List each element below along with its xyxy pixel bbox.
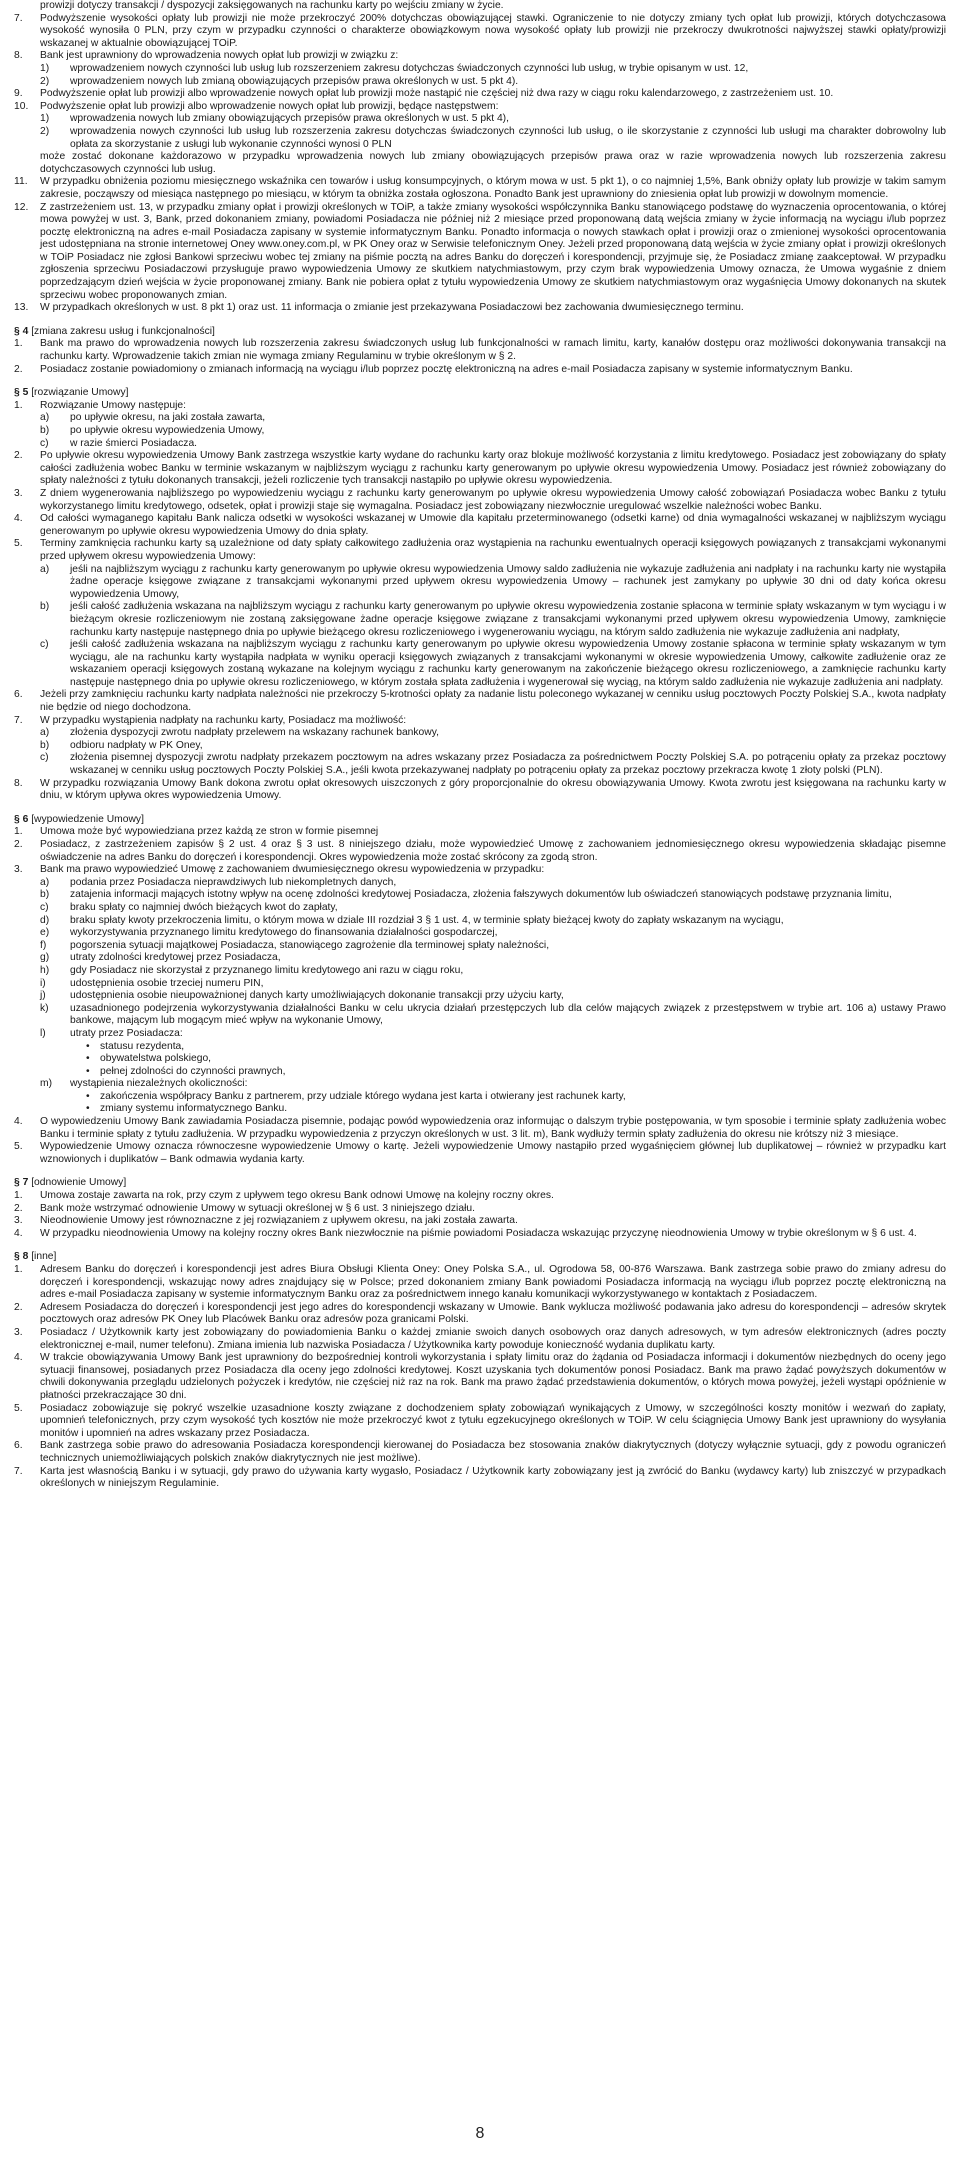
paragraph-text: Jeżeli przy zamknięciu rachunku karty nadpłata należności nie przekroczy 5-krotności opłaty za nadanie listu poleconego wykazanej w cenniku usług pocztowych Poczty Polskiej S.A., kwota nadpłaty nie będzie od niego dochodzona. bbox=[40, 689, 946, 714]
list-item-text: wystąpienia niezależnych okoliczności: bbox=[70, 1078, 248, 1090]
paragraph-number: 5. bbox=[14, 1402, 23, 1414]
numbered-paragraph bbox=[14, 1327, 946, 1352]
list-item bbox=[14, 1078, 946, 1091]
numbered-paragraph bbox=[14, 88, 946, 101]
bullet-item: • obywatelstwa polskiego, bbox=[14, 1053, 946, 1066]
list-item-text: po upływie okresu, na jaki została zawarta, bbox=[70, 412, 266, 424]
list-item-marker: c) bbox=[40, 752, 49, 764]
list-item-text: udostępnienia osobie nieupoważnionej danych karty umożliwiających dokonanie transakcji przy użyciu karty, bbox=[70, 990, 564, 1002]
paragraph-number: 5. bbox=[14, 1141, 23, 1153]
list-item-text: wprowadzenia nowych lub zmiany obowiązujących przepisów prawa określonych w ust. 5 pkt 4), bbox=[70, 113, 509, 125]
list-item bbox=[14, 978, 946, 991]
paragraph-continuation: może zostać dokonane każdorazowo w przypadku wprowadzenia nowych lub zmiany obowiązujących przepisów prawa oraz w razie wprowadzenia nowych lub rozszerzenia zakresu dotychczasowych czynności lub usług. bbox=[40, 151, 946, 175]
paragraph-text: W przypadku nieodnowienia Umowy na kolejny roczny okres Bank niezwłocznie na piśmie powiadomi Posiadacza wskazując przyczynę nieodnowienia Umowy w trybie określonym w § 6 ust. 4. bbox=[40, 1227, 917, 1239]
list-item-marker: d) bbox=[40, 914, 50, 926]
bullet-item: • zakończenia współpracy Banku z partnerem, przy udziale którego wydana jest karta i otwierany jest rachunek karty, bbox=[14, 1091, 946, 1104]
list-item-marker: l) bbox=[40, 1027, 46, 1039]
document-page bbox=[14, 0, 946, 2110]
paragraph-text: Bank ma prawo do wprowadzenia nowych lub rozszerzenia zakresu świadczonych usług lub funkcjonalności w ramach limitu, karty, kanałów dostępu oraz możliwości dokonywania transakcji na rachunku karty. Wprowadzenie takich zmian nie wymaga zmiany Regulaminu w trybie określonym w § 2. bbox=[40, 338, 946, 363]
paragraph-text: Posiadacz / Użytkownik karty jest zobowiązany do powiadomienia Banku o każdej zmianie swoich danych osobowych oraz danych adresowych, w tym adresów elektronicznych (adres poczty elektronicznej e-mail, numer telefonu). Zmiana imienia lub nazwiska Posiadacza / Użytkownika karty powoduje konieczność wydania duplikatu karty. bbox=[40, 1326, 946, 1351]
list-item-text: złożenia dyspozycji zwrotu nadpłaty przelewem na wskazany rachunek bankowy, bbox=[70, 727, 439, 739]
list-item bbox=[14, 564, 946, 602]
list-item-marker: e) bbox=[40, 927, 50, 939]
paragraph-number: 8. bbox=[14, 777, 23, 789]
paragraph-text: Bank ma prawo wypowiedzieć Umowę z zachowaniem dwumiesięcznego okresu wypowiedzenia w przypadku: bbox=[40, 864, 545, 876]
list-item-marker: b) bbox=[40, 889, 50, 901]
numbered-paragraph bbox=[14, 715, 946, 728]
paragraph-text: Bank jest uprawniony do wprowadzenia nowych opłat lub prowizji w związku z: bbox=[40, 50, 399, 62]
paragraph-continuation: prowizji dotyczy transakcji / dyspozycji zaksięgowanych na rachunku karty po wejściu zmiany w życie. bbox=[40, 0, 504, 11]
paragraph-number: 1. bbox=[14, 1190, 23, 1202]
paragraph-number: 2. bbox=[14, 1202, 23, 1214]
numbered-paragraph bbox=[14, 50, 946, 63]
list-item-text: pogorszenia sytuacji majątkowej Posiadacza, stanowiącego zagrożenie dla terminowej spłaty należności, bbox=[70, 939, 550, 951]
paragraph-text: Podwyższenie opłat lub prowizji albo wprowadzenie nowych opłat lub prowizji, będące następstwem: bbox=[40, 100, 499, 112]
list-item bbox=[14, 639, 946, 689]
numbered-paragraph bbox=[14, 450, 946, 488]
list-item-marker: a) bbox=[40, 412, 50, 424]
section-heading bbox=[14, 1251, 946, 1264]
paragraph-number: 3. bbox=[14, 1215, 23, 1227]
list-item-marker: 1) bbox=[40, 113, 50, 125]
numbered-paragraph bbox=[14, 1203, 946, 1216]
section-heading bbox=[14, 814, 946, 827]
paragraph-text: Nieodnowienie Umowy jest równoznaczne z jej rozwiązaniem z upływem okresu, na jaki została zawarta. bbox=[40, 1215, 518, 1227]
list-item-text: utraty zdolności kredytowej przez Posiadacza, bbox=[70, 952, 281, 964]
list-item-marker: b) bbox=[40, 739, 50, 751]
paragraph-text: Z zastrzeżeniem ust. 13, w przypadku zmiany opłat i prowizji określonych w TOiP, a także zmiany wysokości współczynnika Banku stanowiącego podstawę do wyznaczenia oprocentowania, o której mowa powyżej w ust. 3, Bank, przed dokonaniem zmiany, powiadomi Posiadacza nie później niż 2 miesiące przed proponowaną datą wejścia zmiany w życie informacją na wyciągu i/lub poprzez pocztę elektroniczną na adres e-mail Posiadacza zapisany w systemie informatycznym Banku. Ponadto informacja o nowych stawkach opłat i prowizji oraz o zmienionej wysokości oprocentowania jest udostępniana na stronie internetowej Oney www.oney.com.pl, w PK Oney oraz w Serwisie telefonicznym Oney. Jeżeli przed proponowaną datą wejścia w życie zmiany opłat i prowizji określonych w TOiP Posiadacz nie zgłosi Bankowi sprzeciwu wobec tej zmiany na piśmie pocztą na adres Banku do doręczeń i korespondencji, przyjmuje się, że Posiadacz zmianę zaakceptował. W przypadku zgłoszenia sprzeciwu Posiadaczowi przysługuje prawo wypowiedzenia Umowy ze skutkiem natychmiastowym, przy czym brak wypowiedzenia Umowy oznacza, że Umowa wygaśnie z dniem poprzedzającym dzień wejścia w życie proponowanej zmiany. Bank nie pobiera opłat z tytułu wypowiedzenia Umowy ze skutkiem natychmiastowym oraz wygaśnięcia Umowy dokonanych na skutek sprzeciwu wobec proponowanych zmian. bbox=[40, 201, 946, 301]
numbered-paragraph bbox=[14, 364, 946, 377]
numbered-paragraph bbox=[14, 1466, 946, 1491]
list-item bbox=[14, 752, 946, 777]
paragraph-text: Podwyższenie opłat lub prowizji albo wprowadzenie nowych opłat lub prowizji może nastąpić nie częściej niż dwa razy w ciągu roku kalendarzowego, z zastrzeżeniem ust. 10. bbox=[40, 88, 834, 100]
list-item-marker: a) bbox=[40, 876, 50, 888]
paragraph-text: Adresem Banku do doręczeń i korespondencji jest adres Biura Obsługi Klienta Oney: Oney Polska S.A., ul. Ogrodowa 58, 00-876 Warszawa. Bank zastrzega sobie prawo do zmiany adresu do doręczeń i korespondencji, wskazując nowy adres znajdujący się w Polsce; przed dokonaniem zmiany Bank powiadomi Posiadacza informacją na wyciągu i/lub poprzez pocztę elektroniczną na adres e-mail Posiadacza zapisany w systemie informatycznym Banku oraz za pośrednictwem innego kanału komunikacji wykorzystywanego w kontaktach z Posiadaczem. bbox=[40, 1264, 946, 1301]
list-item bbox=[14, 877, 946, 890]
section-title: [inne] bbox=[28, 1251, 57, 1263]
list-item-text: wykorzystywania przyznanego limitu kredytowego do finansowania działalności gospodarczej, bbox=[70, 927, 498, 939]
paragraph-text: W przypadku obniżenia poziomu miesięcznego wskaźnika cen towarów i usług konsumpcyjnych, o którym mowa w ust. 5 pkt 1), o co najmniej 1,5%, Bank obniży opłaty lub prowizje w takim samym zakresie, począwszy od miesiąca następnego po miesiącu, w którym ta obniżka została ogłoszona. Ponadto Bank jest uprawniony do zniesienia opłat lub prowizji w dowolnym momencie. bbox=[40, 176, 946, 200]
paragraph-text: Rozwiązanie Umowy następuje: bbox=[40, 399, 186, 411]
paragraph-number: 10. bbox=[14, 100, 29, 112]
list-item-marker: c) bbox=[40, 437, 49, 449]
paragraph-number: 2. bbox=[14, 839, 23, 850]
numbered-paragraph bbox=[14, 778, 946, 803]
list-item bbox=[14, 63, 946, 76]
paragraph-text: Z dniem wygenerowania najbliższego po wypowiedzeniu wyciągu z rachunku karty generowanym po upływie okresu wypowiedzenia Umowy całość zobowiązań Posiadacza wobec Banku z tytułu wykorzystanego limitu kredytowego, odsetek, opłat i prowizji staje się wymagalna. Posiadacz jest zobowiązany niezwłocznie uregulować wszelkie należności wobec Banku. bbox=[40, 487, 946, 512]
section-title: [odnowienie Umowy] bbox=[28, 1177, 127, 1189]
list-item-text: wprowadzeniem nowych czynności lub usług lub rozszerzeniem zakresu dotychczas świadczonych czynności lub usług, w trybie opisanym w ust. 12, bbox=[70, 62, 749, 74]
list-item-text: utraty przez Posiadacza: bbox=[70, 1027, 183, 1039]
paragraph-number: 4. bbox=[14, 1116, 23, 1128]
section-heading bbox=[14, 387, 946, 400]
paragraph-number: 9. bbox=[14, 88, 23, 100]
numbered-paragraph bbox=[14, 1190, 946, 1203]
list-item bbox=[14, 889, 946, 902]
numbered-paragraph bbox=[14, 400, 946, 413]
numbered-paragraph bbox=[14, 1264, 946, 1302]
paragraph-number: 1. bbox=[14, 338, 23, 350]
section-number: § 5 bbox=[14, 387, 29, 399]
list-item bbox=[14, 425, 946, 438]
numbered-paragraph bbox=[14, 202, 946, 303]
numbered-paragraph bbox=[14, 1302, 946, 1327]
list-item-marker: b) bbox=[40, 425, 50, 436]
numbered-paragraph bbox=[14, 1440, 946, 1465]
paragraph-text: Terminy zamknięcia rachunku karty są uzależnione od daty spłaty całkowitego zadłużenia oraz wystąpienia na rachunku ewentualnych operacji księgowych powiązanych z transakcjami wykonanymi przed upływem okresu wypowiedzenia Umowy: bbox=[40, 538, 946, 562]
list-item bbox=[14, 990, 946, 1003]
list-item-marker: 1) bbox=[40, 62, 50, 74]
numbered-paragraph bbox=[14, 826, 946, 839]
section-number: § 7 bbox=[14, 1177, 29, 1189]
numbered-paragraph bbox=[14, 13, 946, 51]
list-item-text: zatajenia informacji mających istotny wpływ na ocenę zdolności kredytowej Posiadacza, złożenia fałszywych dokumentów lub oświadczeń stanowiących podstawę przyznania limitu, bbox=[70, 889, 892, 901]
paragraph-number: 7. bbox=[14, 1465, 23, 1477]
paragraph-text: W trakcie obowiązywania Umowy Bank jest uprawniony do bezpośredniej kontroli wykorzystania i spłaty limitu oraz do żądania od Posiadacza informacji i dokumentów niezbędnych do oceny jego sytuacji finansowej, posiadanych przez Posiadacza dla oceny jego zdolności kredytowej. Koszt uzyskania tych dokumentów ponosi Posiadacz. Bank ma prawo żądać powyższych dokumentów w chwili dokonywania przeglądu udzielonych pożyczek i kredytów, nie częściej niż raz na rok. Bank ma prawo żądać przedstawienia dokumentów, o których mowa powyżej, jeżeli wystąpi opóźnienie w płatności przekraczające 30 dni. bbox=[40, 1352, 946, 1401]
paragraph-text: Po upływie okresu wypowiedzenia Umowy Bank zastrzega wszystkie karty wydane do rachunku karty oraz blokuje możliwość korzystania z limitu kredytowego. Posiadacz jest zobowiązany do spłaty całości zadłużenia wobec Banku w terminie wskazanym w najbliższym wyciągu z rachunku karty generowanym po upływie okresu wypowiedzenia Umowy. Posiadacz jest również zobowiązany do spłaty należności z tytułu dokonanych transakcji, jeżeli rozliczenie tych transakcji nastąpiło po upływie okresu wypowiedzenia. bbox=[40, 450, 946, 487]
section-number: § 8 bbox=[14, 1251, 29, 1263]
list-item-marker: a) bbox=[40, 563, 50, 575]
numbered-paragraph bbox=[14, 1141, 946, 1166]
list-item-marker: g) bbox=[40, 952, 50, 964]
list-item bbox=[14, 113, 946, 126]
list-item bbox=[14, 412, 946, 425]
section-title: [zmiana zakresu usług i funkcjonalności] bbox=[28, 325, 215, 337]
list-item-text: braku spłaty kwoty przekroczenia limitu, o którym mowa w dziale III rozdział 3 § 1 ust. 4, w terminie spłaty bieżącej kwoty do zapłaty wskazanym na wyciągu, bbox=[70, 914, 784, 926]
list-item-text: braku spłaty co najmniej dwóch bieżących kwot do zapłaty, bbox=[70, 901, 338, 913]
paragraph-text: Bank zastrzega sobie prawo do adresowania Posiadacza korespondencji kierowanej do Posiadacza bez stosowania znaków diakrytycznych (dotyczy wyłącznie sytuacji, gdy z powodu ograniczeń technicznych uniemożliwiających polskich znaków diakrytycznych nie jest możliwe). bbox=[40, 1440, 946, 1464]
paragraph-number: 7. bbox=[14, 12, 23, 24]
numbered-paragraph bbox=[14, 864, 946, 877]
paragraph-number: 12. bbox=[14, 201, 29, 213]
paragraph-number: 5. bbox=[14, 538, 23, 550]
bullet-item: • pełnej zdolności do czynności prawnych, bbox=[14, 1066, 946, 1079]
numbered-paragraph bbox=[14, 1116, 946, 1141]
numbered-paragraph bbox=[14, 1215, 946, 1228]
paragraph-number: 4. bbox=[14, 1227, 23, 1239]
list-item-text: podania przez Posiadacza nieprawdziwych lub niekompletnych danych, bbox=[70, 876, 397, 888]
section-heading bbox=[14, 1177, 946, 1190]
numbered-paragraph bbox=[14, 689, 946, 714]
list-item-text: jeśli całość zadłużenia wskazana na najbliższym wyciągu z rachunku karty generowanym po upływie okresu wypowiedzenia zostanie spłacona w terminie spłaty wskazanym w tym wyciągu i w bieżącym okresie rozliczeniowym nie zostaną zaksięgowane żadne operacje księgowe związane z transakcjami wykonanymi przed upływem okresu wypowiedzenia Umowy, zamknięcie rachunku karty następuje następnego dnia po upływie bieżącego okresu rozliczeniowego i wygenerowaniu wyciągu, na którym saldo zadłużenia nie wykazuje zadłużenia ani nadpłaty, bbox=[70, 601, 946, 638]
paragraph-text: Od całości wymaganego kapitału Bank nalicza odsetki w wysokości wskazanej w Umowie dla kapitału przeterminowanego (odsetki karne) od dnia wymagalności wskazanej w najbliższym wyciągu generowanym po upływie okresu wypowiedzenia Umowy do dnia spłaty. bbox=[40, 513, 946, 537]
list-item-text: złożenia pisemnej dyspozycji zwrotu nadpłaty przekazem pocztowym na adres wskazany przez Posiadacza za pośrednictwem Poczty Polskiej S.A. po potrąceniu opłaty za przekaz pocztowy wskazanej w cenniku usług pocztowych Poczty Polskiej S.A., jeśli kwota przekazywanej nadpłaty po potrąceniu opłaty za przekaz pocztowy przekracza kwotę 1 złoty polski (PLN). bbox=[70, 752, 946, 777]
list-item-text: jeśli całość zadłużenia wskazana na najbliższym wyciągu z rachunku karty generowanym po upływie okresu wypowiedzenia Umowy zostanie spłacona w terminie spłaty wskazanym w tym wyciągu, ale na rachunku karty wystąpiła nadpłata w wyniku operacji księgowych związanych z transakcjami wykonanymi w okresie wypowiedzenia Umowy, całkowite zadłużenie oraz ze wskazaniem operacji księgowych zostaną wykazane na kolejnym wyciągu z rachunku karty generowanym na zakończenie bieżącego okresu rozliczeniowego, a zamknięcie rachunku karty następuje następnego dnia po upływie okresu rozliczeniowego, w którym została spłata zadłużenia i wygenerował się wyciąg, na którym saldo zadłużenia nie wykazuje zadłużenia ani nadpłaty. bbox=[70, 639, 946, 688]
paragraph-text: Wypowiedzenie Umowy oznacza równoczesne wypowiedzenie Umowy o kartę. Jeżeli wypowiedzenie Umowy nastąpiło przed wygaśnięciem głównej lub duplikatowej – również w przypadku kart wznowionych i duplikatów – Bank odmawia wydania karty. bbox=[40, 1141, 946, 1165]
section-number: § 6 bbox=[14, 813, 29, 825]
paragraph-text: Posiadacz, z zastrzeżeniem zapisów § 2 ust. 4 oraz § 3 ust. 8 niniejszego działu, może wypowiedzieć Umowę z zachowaniem jednomiesięcznego okresu wypowiedzenia składając pisemne oświadczenie na adres Banku do doręczeń i korespondencji. Okres wypowiedzenia może zostać skrócony za zgodą stron. bbox=[40, 839, 946, 863]
paragraph-text: Bank może wstrzymać odnowienie Umowy w sytuacji określonej w § 6 ust. 3 niniejszego działu. bbox=[40, 1202, 475, 1214]
list-item-text: wprowadzeniem nowych lub zmianą obowiązujących przepisów prawa określonych w ust. 5 pkt 4). bbox=[70, 75, 519, 87]
paragraph-text: Umowa może być wypowiedziana przez każdą ze stron w formie pisemnej bbox=[40, 826, 379, 838]
paragraph-number: 13. bbox=[14, 302, 29, 314]
list-item bbox=[14, 601, 946, 639]
list-item-marker: c) bbox=[40, 901, 49, 913]
list-item-marker: b) bbox=[40, 601, 50, 613]
list-item-text: jeśli na najbliższym wyciągu z rachunku karty generowanym po upływie okresu wypowiedzenia Umowy saldo zadłużenia nie wykazuje zadłużenia ani nadpłaty i na rachunku karty nie wystąpiła żadne operacje księgowe związane z transakcjami wykonanymi przed upływem okresu wypowiedzenia Umowy – rachunek jest zamykany po upływie 30 dni od daty końca okresu wypowiedzenia Umowy, bbox=[70, 563, 946, 600]
paragraph-number: 2. bbox=[14, 363, 23, 375]
list-item bbox=[14, 1003, 946, 1028]
list-item bbox=[14, 940, 946, 953]
paragraph-number: 6. bbox=[14, 1440, 23, 1452]
list-item-marker: a) bbox=[40, 727, 50, 739]
paragraph-number: 3. bbox=[14, 487, 23, 499]
paragraph-number: 7. bbox=[14, 714, 23, 726]
paragraph-number: 11. bbox=[14, 176, 28, 188]
numbered-paragraph bbox=[14, 839, 946, 864]
paragraph-text: Umowa zostaje zawarta na rok, przy czym z upływem tego okresu Bank odnowi Umowę na kolejny roczny okres. bbox=[40, 1190, 554, 1202]
bullet-item: • zmiany systemu informatycznego Banku. bbox=[14, 1103, 946, 1116]
list-item bbox=[14, 965, 946, 978]
paragraph-number: 4. bbox=[14, 513, 23, 525]
paragraph-text: W przypadku rozwiązania Umowy Bank dokona zwrotu opłat okresowych uiszczonych z góry proporcjonalnie do okresu obowiązywania Umowy. Kwota zwrotu jest księgowana na rachunku karty w dniu, w którym upływa okres wypowiedzenia Umowy. bbox=[40, 777, 946, 802]
section-heading bbox=[14, 326, 946, 339]
paragraph-number: 1. bbox=[14, 1264, 23, 1275]
list-item bbox=[14, 76, 946, 89]
list-item-marker: j) bbox=[40, 990, 46, 1002]
paragraph-number: 3. bbox=[14, 864, 23, 876]
paragraph-text: O wypowiedzeniu Umowy Bank zawiadamia Posiadacza pisemnie, podając powód wypowiedzenia oraz informując o dalszym trybie postępowania, w tym sposobie i terminie spłaty zadłużenia wobec Banku i terminie spłaty z tytułu zadłużenia. W przypadku wypowiedzenia z przyczyn określonych w ust. 3 lit. m), Bank wydłuży termin spłaty zadłużenia do okresu nie krótszy niż 3 miesiące. bbox=[40, 1116, 946, 1140]
numbered-paragraph bbox=[14, 538, 946, 563]
paragraph-number: 1. bbox=[14, 826, 23, 838]
list-item-text: w razie śmierci Posiadacza. bbox=[70, 437, 198, 449]
list-item-marker: h) bbox=[40, 964, 50, 976]
list-item-text: gdy Posiadacz nie skorzystał z przyznanego limitu kredytowego ani razu w ciągu roku, bbox=[70, 964, 464, 976]
list-item bbox=[14, 126, 946, 151]
list-item-marker: 2) bbox=[40, 75, 50, 87]
paragraph-number: 1. bbox=[14, 399, 23, 411]
list-item bbox=[14, 927, 946, 940]
list-item-marker: f) bbox=[40, 939, 47, 951]
list-item-marker: k) bbox=[40, 1002, 49, 1014]
numbered-paragraph bbox=[14, 1228, 946, 1241]
list-item bbox=[14, 438, 946, 451]
list-item-marker: c) bbox=[40, 639, 49, 651]
paragraph-number: 3. bbox=[14, 1326, 23, 1338]
list-item bbox=[14, 915, 946, 928]
numbered-paragraph bbox=[14, 1352, 946, 1402]
paragraph-text: Karta jest własnością Banku i w sytuacji, gdy prawo do używania karty wygasło, Posiadacz / Użytkownik karty zobowiązany jest ją zwrócić do Banku (wydawcy karty) lub zniszczyć w przypadkach określonych w niniejszym Regulaminie. bbox=[40, 1465, 946, 1490]
bullet-item: • statusu rezydenta, bbox=[14, 1041, 946, 1054]
numbered-paragraph bbox=[14, 488, 946, 513]
list-item-marker: i) bbox=[40, 977, 46, 989]
section-number: § 4 bbox=[14, 325, 29, 337]
numbered-paragraph bbox=[14, 513, 946, 538]
list-item bbox=[14, 1028, 946, 1041]
list-item-text: odbioru nadpłaty w PK Oney, bbox=[70, 739, 203, 751]
page-number: 8 bbox=[475, 2125, 485, 2142]
paragraph-text: W przypadku wystąpienia nadpłaty na rachunku karty, Posiadacz ma możliwość: bbox=[40, 714, 407, 726]
paragraph-number: 4. bbox=[14, 1352, 23, 1364]
list-item bbox=[14, 952, 946, 965]
paragraph-text: Podwyższenie wysokości opłaty lub prowizji nie może przekroczyć 200% dotychczas obowiązującej stawki. Ograniczenie to nie dotyczy zmiany tych opłat lub prowizji, których dotychczasowa wysokość wynosiła 0 PLN, przy czym w przypadku czynności o charakterze obowiązkowym nowa wysokość opłaty lub prowizji nie przekroczy dwukrotności najwyższej stawki opłaty/prowizji wskazanej w aktualnie obowiązującej TOiP. bbox=[40, 12, 946, 49]
list-item-text: uzasadnionego podejrzenia wykorzystywania działalności Banku w celu ukrycia działań przestępczych lub dla celów mających związek z przestępstwem w trybie art. 106 a) ustawy Prawo bankowe, mającym lub mogącym mieć wpływ na wykonanie Umowy, bbox=[70, 1002, 946, 1027]
list-item-marker: m) bbox=[40, 1078, 53, 1090]
list-item-text: udostępnienia osobie trzeciej numeru PIN, bbox=[70, 977, 264, 989]
numbered-paragraph bbox=[14, 338, 946, 363]
list-item-text: po upływie okresu wypowiedzenia Umowy, bbox=[70, 425, 265, 436]
paragraph-text: Posiadacz zostanie powiadomiony o zmianach informacją na wyciągu i/lub poprzez pocztę elektroniczną na adres e-mail Posiadacza zapisany w systemie informatycznym Banku. bbox=[40, 363, 853, 375]
paragraph-text: Posiadacz zobowiązuje się pokryć wszelkie uzasadnione koszty związane z dochodzeniem spłaty zobowiązań wynikających z Umowy, w szczególności koszty monitów i wezwań do zapłaty, upomnień telefonicznych, przy czym wysokość tych kosztów nie może przekroczyć kwot z tytułu egzekucyjnego określonych w TOiP. W celu ściągnięcia Umowy Bank jest uprawniony do wysyłania monitów i upomnień na adres wskazany przez Posiadacza. bbox=[40, 1402, 946, 1439]
list-item bbox=[14, 740, 946, 753]
section-title: [wypowiedzenie Umowy] bbox=[28, 813, 144, 825]
paragraph-number: 8. bbox=[14, 50, 23, 62]
list-item bbox=[14, 727, 946, 740]
numbered-paragraph bbox=[14, 302, 946, 315]
numbered-paragraph bbox=[14, 176, 946, 201]
list-item-marker: 2) bbox=[40, 125, 50, 137]
list-item bbox=[14, 902, 946, 915]
list-item-text: wprowadzenia nowych czynności lub usług lub rozszerzenia zakresu dotychczas świadczonych czynności lub usług, o ile skorzystanie z czynności lub usługi ma charakter dobrowolny lub opłata za skorzystanie z usługi lub wykonanie czynności wynosi 0 PLN bbox=[70, 125, 946, 150]
paragraph-text: Adresem Posiadacza do doręczeń i korespondencji jest jego adres do korespondencji wskazany w Umowie. Bank wyklucza możliwość podawania jako adresu do korespondencji – adresów skrytek pocztowych oraz adresów PK Oney lub Placówek Banku oraz adresów poza granicami Polski. bbox=[40, 1301, 946, 1326]
paragraph-number: 2. bbox=[14, 1301, 23, 1313]
paragraph-number: 2. bbox=[14, 450, 23, 462]
numbered-paragraph bbox=[14, 101, 946, 114]
numbered-paragraph bbox=[14, 1403, 946, 1441]
section-title: [rozwiązanie Umowy] bbox=[28, 387, 129, 399]
paragraph-number: 6. bbox=[14, 689, 23, 701]
paragraph-text: W przypadkach określonych w ust. 8 pkt 1) oraz ust. 11 informacja o zmianie jest przekazywana Posiadaczowi bez zachowania dwumiesięcznego terminu. bbox=[40, 302, 744, 314]
